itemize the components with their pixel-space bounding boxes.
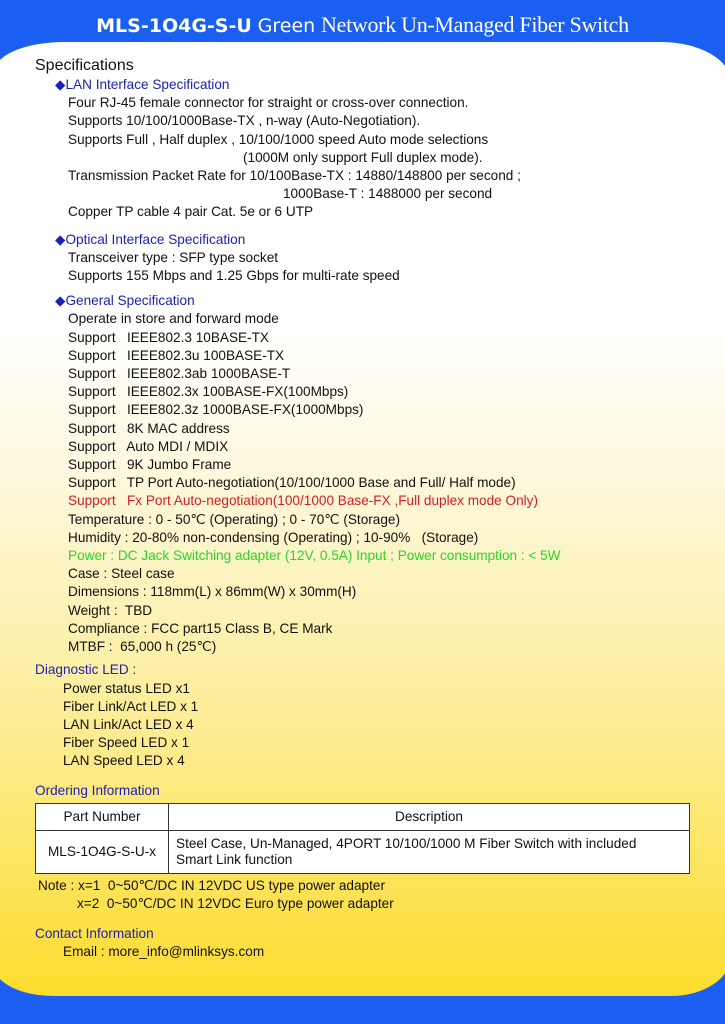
spec-line: Compliance : FCC part15 Class B, CE Mark bbox=[68, 620, 333, 636]
led-line: Fiber Speed LED x 1 bbox=[63, 735, 190, 751]
spec-line: Support TP Port Auto-negotiation(10/100/1000 Base and Full/ Half mode) bbox=[68, 475, 516, 491]
spec-line: Support Auto MDI / MDIX bbox=[68, 438, 229, 454]
led-line: Fiber Link/Act LED x 1 bbox=[63, 698, 199, 714]
spec-line: Support IEEE802.3u 100BASE-TX bbox=[68, 347, 285, 363]
led-line: LAN Link/Act LED x 4 bbox=[63, 716, 194, 732]
title-model: MLS-1O4G-S-U bbox=[96, 15, 252, 37]
spec-line: Supports 155 Mbps and 1.25 Gbps for multi-rate speed bbox=[68, 268, 400, 284]
column-header-part-number: Part Number bbox=[36, 803, 169, 830]
spec-line: Support 8K MAC address bbox=[68, 420, 230, 436]
description-cell: Steel Case, Un-Managed, 4PORT 10/100/1000 M Fiber Switch with included Smart Link function bbox=[169, 830, 690, 873]
spec-line: Support 9K Jumbo Frame bbox=[68, 457, 232, 473]
title-rest: Network Un-Managed Fiber Switch bbox=[321, 12, 629, 37]
spec-line-highlight-green: Power : DC Jack Switching adapter (12V, 0.5A) Input ; Power consumption : < 5W bbox=[68, 548, 561, 564]
ordering-heading: Ordering Information bbox=[35, 782, 160, 798]
spec-line: Support IEEE802.3 10BASE-TX bbox=[68, 329, 269, 345]
diamond-bullet-icon: ◆ bbox=[55, 293, 66, 309]
page-title bbox=[0, 12, 725, 38]
spec-line: Copper TP cable 4 pair Cat. 5e or 6 UTP bbox=[68, 204, 314, 220]
spec-line: Support IEEE802.3x 100BASE-FX(100Mbps) bbox=[68, 384, 349, 400]
title-green: Green bbox=[257, 15, 316, 37]
spec-line: Transmission Packet Rate for 10/100Base-TX : 14880/148800 per second ; bbox=[68, 168, 521, 184]
led-line: LAN Speed LED x 4 bbox=[63, 753, 185, 769]
spec-line: Temperature : 0 - 50℃ (Operating) ; 0 - 70℃ (Storage) bbox=[68, 511, 400, 527]
note-line: Note : x=1 0~50℃/DC IN 12VDC US type power adapter bbox=[38, 877, 385, 893]
contact-email: Email : more_info@mlinksys.com bbox=[63, 944, 265, 960]
spec-line: MTBF : 65,000 h (25℃) bbox=[68, 639, 217, 655]
table-row bbox=[36, 830, 690, 873]
spec-line: Operate in store and forward mode bbox=[68, 311, 279, 327]
spec-line: Humidity : 20-80% non-condensing (Operating) ; 10-90% (Storage) bbox=[68, 529, 479, 545]
ordering-table bbox=[35, 803, 690, 874]
spec-line: (1000M only support Full duplex mode). bbox=[243, 149, 483, 165]
diagnostic-heading: Diagnostic LED : bbox=[35, 662, 137, 678]
spec-line: Support IEEE802.3ab 1000BASE-T bbox=[68, 366, 291, 382]
spec-line: Weight : TBD bbox=[68, 602, 153, 618]
column-header-description: Description bbox=[169, 803, 690, 830]
specifications-heading: Specifications bbox=[35, 57, 134, 74]
spec-line: Dimensions : 118mm(L) x 86mm(W) x 30mm(H) bbox=[68, 584, 357, 600]
spec-line: Case : Steel case bbox=[68, 566, 175, 582]
contact-heading: Contact Information bbox=[35, 926, 154, 942]
diamond-bullet-icon: ◆ bbox=[55, 77, 66, 92]
spec-line: Four RJ-45 female connector for straight or cross-over connection. bbox=[68, 95, 469, 111]
spec-line-highlight-red: Support Fx Port Auto-negotiation(100/1000 Base-FX ,Full duplex mode Only) bbox=[68, 493, 538, 509]
optical-heading: ◆Optical Interface Specification bbox=[55, 231, 246, 247]
spec-line: Supports Full , Half duplex , 10/100/1000 speed Auto mode selections bbox=[68, 131, 489, 147]
spec-line: 1000Base-T : 1488000 per second bbox=[283, 186, 493, 202]
spec-line: Transceiver type : SFP type socket bbox=[68, 249, 279, 265]
lan-heading: ◆LAN Interface Specification bbox=[55, 77, 230, 92]
document-body bbox=[0, 56, 725, 962]
part-number-cell: MLS-1O4G-S-U-x bbox=[36, 830, 169, 873]
general-heading: ◆General Specification bbox=[55, 293, 195, 309]
diamond-bullet-icon: ◆ bbox=[55, 231, 66, 247]
table-header-row bbox=[36, 803, 690, 830]
spec-line: Supports 10/100/1000Base-TX , n-way (Auto-Negotiation). bbox=[68, 113, 421, 129]
note-line: x=2 0~50℃/DC IN 12VDC Euro type power adapter bbox=[77, 895, 394, 911]
led-line: Power status LED x1 bbox=[63, 680, 190, 696]
spec-line: Support IEEE802.3z 1000BASE-FX(1000Mbps) bbox=[68, 402, 364, 418]
